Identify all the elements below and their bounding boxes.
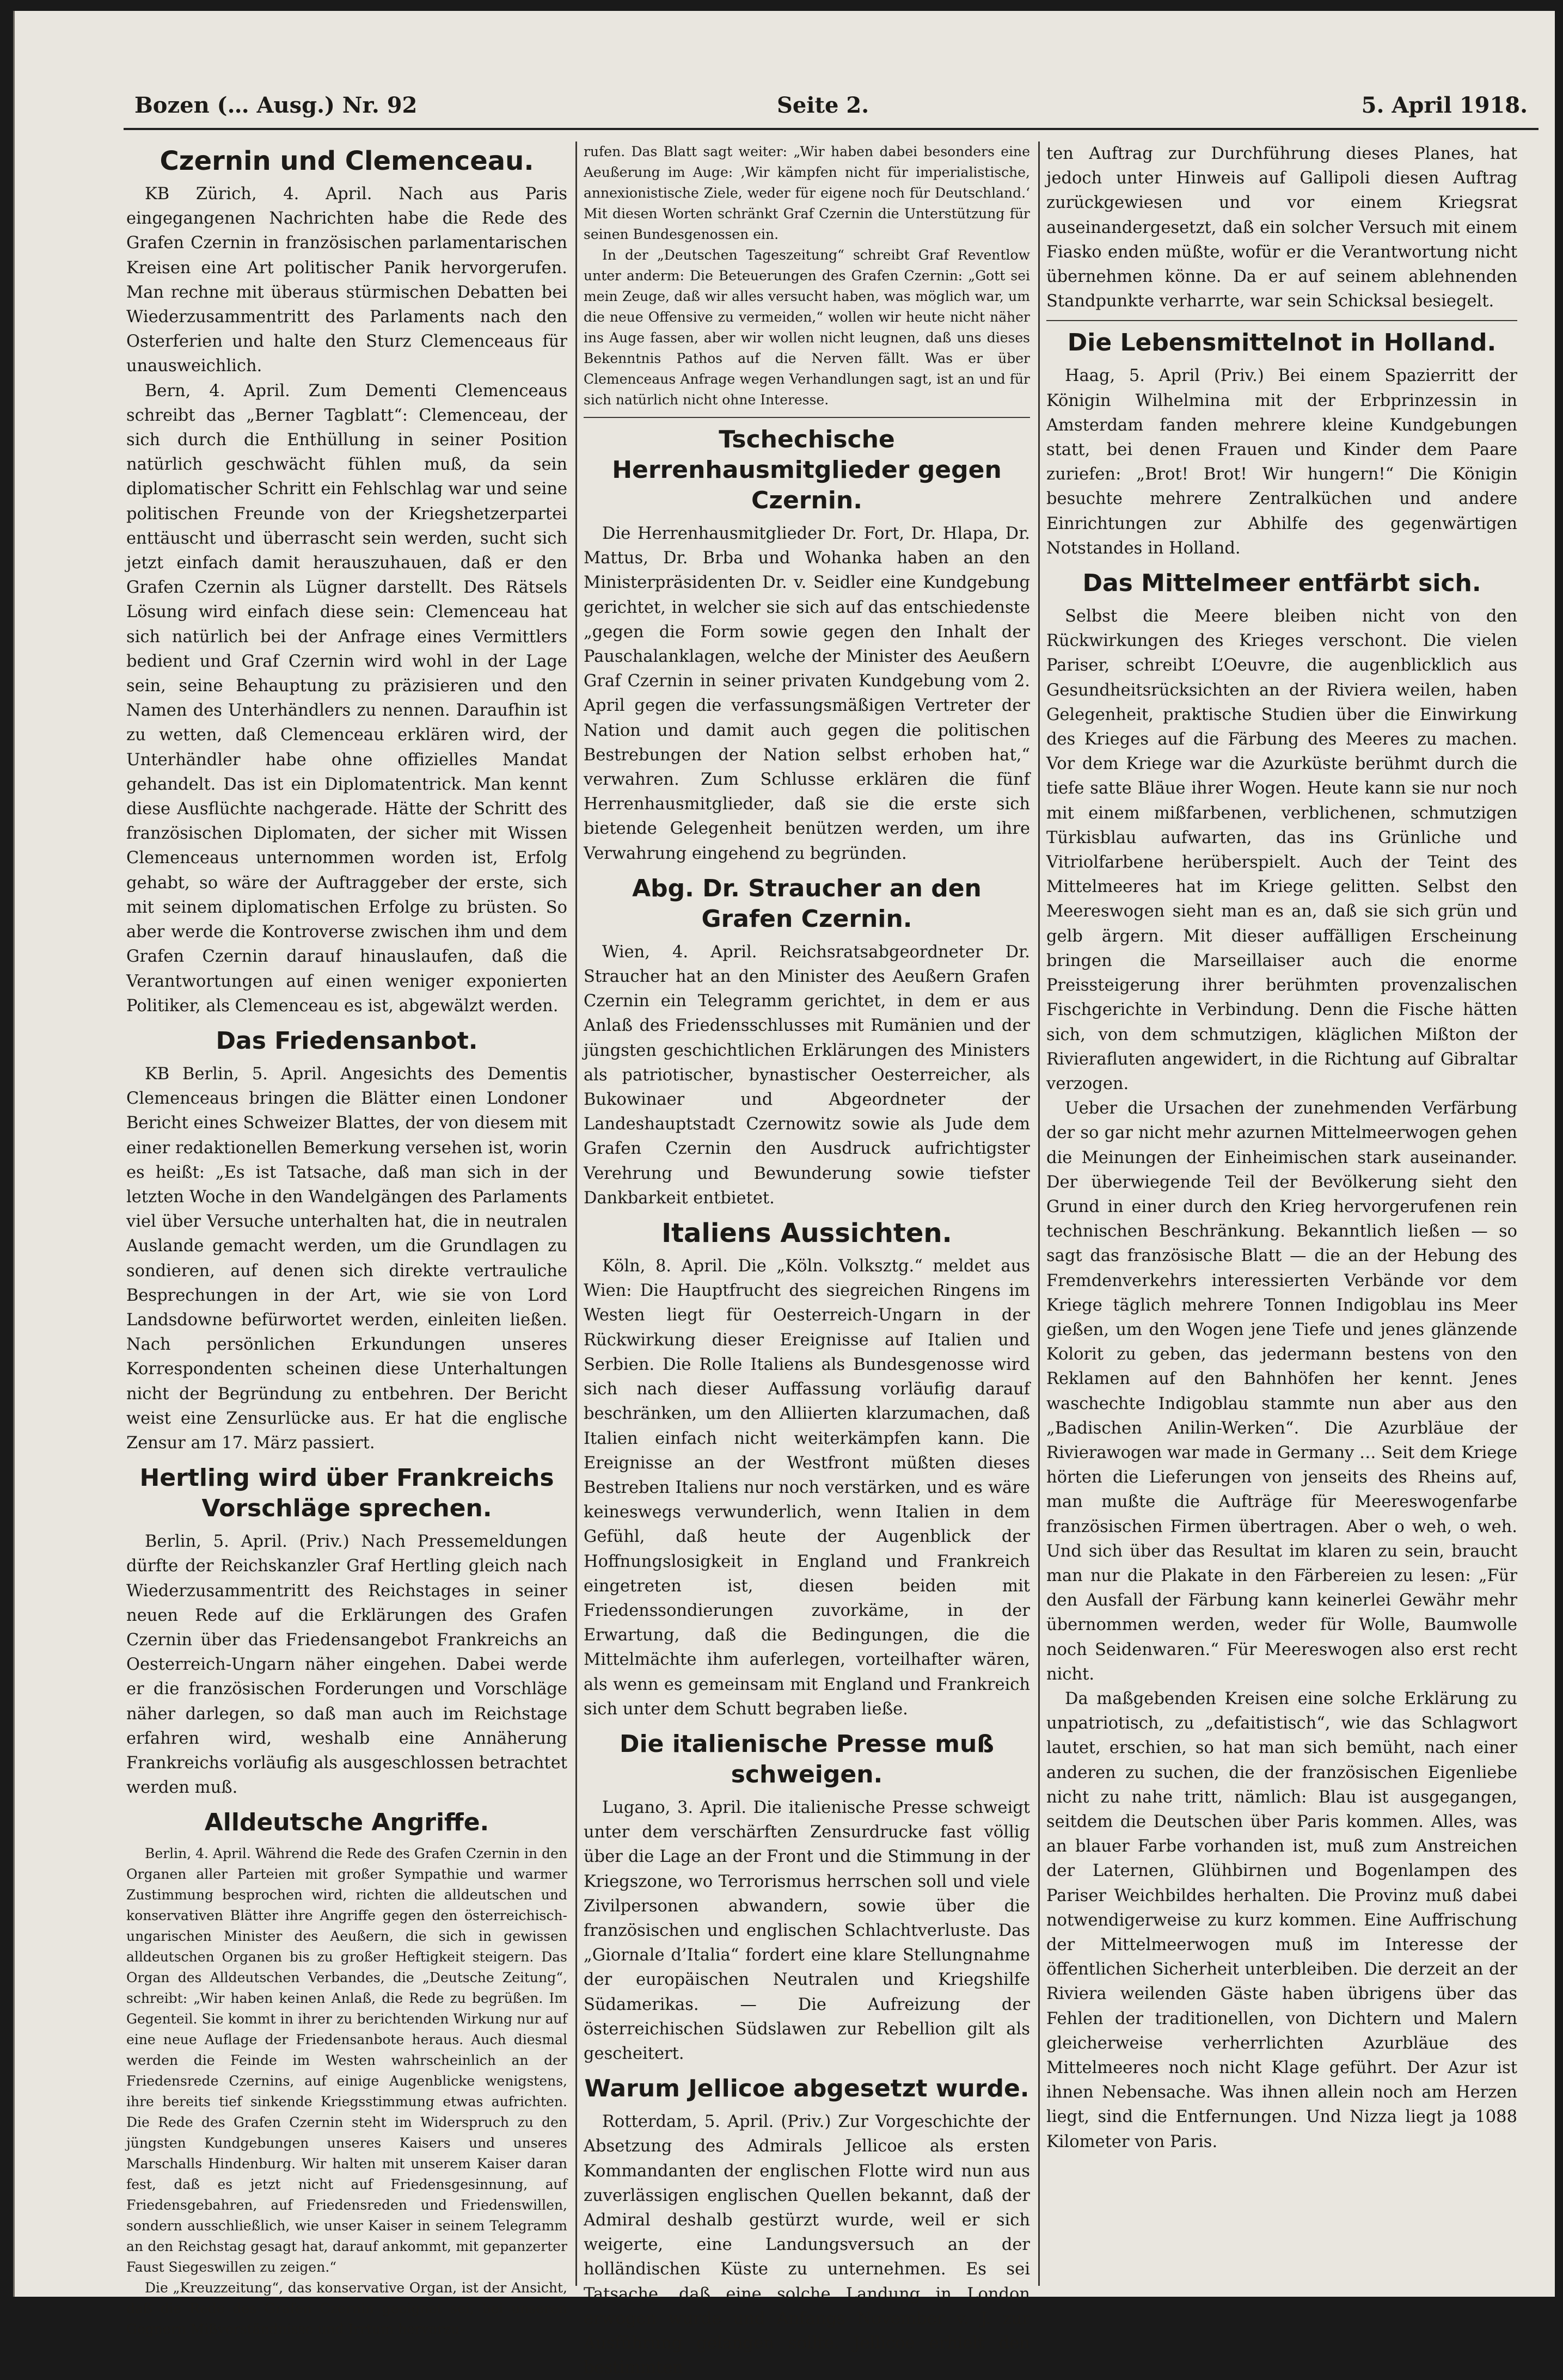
- article-headline: Italiens Aussichten.: [661, 1218, 952, 1249]
- newspaper-page: [13, 11, 1555, 2378]
- article-paragraph: Bern, 4. April. Zum Dementi Clemenceaus schreibt das „Berner Tagblatt“: Clemenceau, der sich durch die Enthüllung in seiner Position natürlich geschwächt fühlen muß, da sein diplomatischer Schritt ein Fehlschlag war und seine politischen Freunde von der Kriegshetzerpartei enttäuscht und überrascht sein werden, sucht sich jetzt einfach damit herauszuhauen, daß er den Grafen Czernin als Lügner darstellt. Des Rätsels Lösung wird einfach diese sein: Clemenceau hat sich natürlich bei der Anfrage eines Vermittlers bedient und Graf Czernin wird wohl in der Lage sein, seine Behauptung zu präzisieren und den Namen des Unterhändlers zu nennen. Daraufhin ist zu wetten, daß Clemenceau erklären wird, der Unterhändler habe ohne offizielles Mandat gehandelt. Das ist ein Diplomatentrick. Man kennt diese Ausflüchte nachgerade. Hätte der Schritt des französischen Diplomaten, der sicher mit Wissen Clemenceaus unternommen worden ist, Erfolg gehabt, so wäre der Auftraggeber der erste, sich mit seinem diplomatischen Erfolge zu brüsten. So aber werde die Kontroverse zwischen ihm und dem Grafen Czernin darauf hinauslaufen, daß die Verantwortungen auf einen weniger exponierten Politiker, als Clemenceau es ist, abgewälzt werden.: [126, 381, 567, 1016]
- article-paragraph: Selbst die Meere bleiben nicht von den Rückwirkungen des Krieges verschont. Die vielen Pariser, schreibt L’Oeuvre, die augenblicklich aus Gesundheitsrücksichten an der Riviera weilen, haben Gelegenheit, praktische Studien über die Einwirkung des Krieges auf die Färbung des Meeres zu machen. Vor dem Kriege war die Azurküste berühmt durch die tiefe satte Bläue ihrer Wogen. Heute kann sie nur noch mit einem mißfarbenen, verblichenen, schmutzigen Türkisblau aufwarten, das ins Grünliche und Vitriolfarbene herüberspielt. Auch der Teint des Mittelmeeres hat im Kriege gelitten. Selbst den Meereswogen sieht man es an, daß sie sich grün und gelb ärgern. Mit dieser auffälligen Erscheinung bringen die Marseillaiser auch die enorme Preissteigerung ihrer berühmten provenzalischen Fischgerichte in Verbindung. Denn die Fische hätten sich, von dem schmutzigen, kläglichen Mißton der Rivierafluten angewidert, in die Richtung auf Gibraltar verzogen.: [1046, 607, 1517, 1093]
- article-continuation: rufen. Das Blatt sagt weiter: „Wir haben dabei besonders eine Aeußerung im Auge: ‚Wir kämpfen nicht für imperialistische, annexionistische Ziele, weder für eigene noch für Deutschland.‘ Mit diesen Worten schränkt Graf Czernin die Unterstützung für seinen Bundesgenossen ein.: [584, 144, 1030, 242]
- article-paragraph: Lugano, 3. April. Die italienische Presse schweigt unter dem verschärften Zensurdrucke fast völlig über die Lage an der Front und die Stimmung in der Kriegszone, wo Terrorismus herrschen soll und viele Zivilpersonen abwandern, sowie über die französischen und englischen Schlachtverluste. Das „Giornale d’Italia“ fordert eine klare Stellungnahme der europäischen Neutralen und Kriegshilfe Südamerikas. — Die Aufreizung der österreichischen Südslawen zur Rebellion gilt als gescheitert.: [584, 1798, 1030, 2063]
- article-paragraph: Berlin, 4. April. Während die Rede des Grafen Czernin in den Organen aller Parteien mit großer Sympathie und warmer Zustimmung besprochen wird, richten die alldeutschen und konservativen Blätter ihre Angriffe gegen den österreichisch-ungarischen Minister des Aeußern, die sich in gewissen alldeutschen Organen bis zu großer Heftigkeit steigern. Das Organ des Alldeutschen Verbandes, die „Deutsche Zeitung“, schreibt: „Wir haben keinen Anlaß, die Rede zu begrüßen. Im Gegenteil. Sie kommt in ihrer zu berichtenden Wirkung nur auf eine neue Auflage der Friedensanbote heraus. Auch diesmal werden die Feinde im Westen wahrscheinlich an der Friedensrede Czernins, auf einige Augenblicke wenigstens, ihre bereits tief sinkende Kriegsstimmung etwas aufrichten. Die Rede des Grafen Czernin steht im Widerspruch zu den jüngsten Kundgebungen unseres Kaisers und unseres Marschalls Hindenburg. Wir halten mit unserem Kaiser daran fest, daß es jetzt nicht auf Friedensgesinnung, auf Friedensgebahren, auf Friedensreden und Friedenswillen, sondern ausschließlich, wie unser Kaiser in seinem Telegramm an den Reichstag gesagt hat, darauf ankommt, mit gepanzerter Faust Siegeswillen zu zeigen.“: [126, 1846, 567, 2276]
- article-jellicoe: [584, 2074, 1030, 2380]
- article-hertling: [126, 1463, 567, 1800]
- column-3: [1046, 142, 1517, 2286]
- article-headline: Die italienische Presse muß schweigen.: [620, 1730, 994, 1788]
- article-alldeutsche: [126, 1807, 567, 2340]
- article-headline: Hertling wird über Frankreichs Vorschläge sprechen.: [139, 1464, 554, 1523]
- article-lebensmittelnot: [1046, 328, 1517, 561]
- article-continuation: In der „Deutschen Tageszeitung“ schreibt Graf Reventlow unter anderm: Die Beteuerungen des Grafen Czernin: „Gott sei mein Zeuge, daß wir alles versucht haben, was möglich war, um die neue Offensive zu vermeiden,“ wollen wir heute nicht näher ins Auge fassen, aber wir wollen nicht leugnen, daß uns dieses Bekenntnis Pathos auf die Nerven fällt. Was er über Clemenceaus Anfrage wegen Verhandlungen sagt, ist an und für sich natürlich nicht ohne Interesse.: [584, 247, 1030, 408]
- article-headline: Das Friedensanbot.: [216, 1026, 478, 1055]
- article-czernin-clemenceau: [126, 146, 567, 1018]
- article-paragraph: Die Herrenhausmitglieder Dr. Fort, Dr. Hlapa, Dr. Mattus, Dr. Brba und Wohanka haben an den Ministerpräsidenten Dr. v. Seidler eine Kundgebung gerichtet, in welcher sie sich auf das entschiedenste „gegen die Form sowie gegen den Inhalt der Pauschalanklagen, welche der Minister des Aeußern Graf Czernin in seiner privaten Kundgebung vom 2. April gegen die verfassungsmäßigen Vertreter der Nation und damit auch gegen die politischen Bestrebungen der Nation selbst erhoben hat,“ verwahren. Zum Schlusse erklären die fünf Herrenhausmitglieder, daß sie die erste sich bietende Gelegenheit benützen werden, um ihre Verwahrung eingehend zu begründen.: [584, 524, 1030, 863]
- article-mittelmeer: [1046, 568, 1517, 2154]
- column-divider-2: [1038, 142, 1040, 2286]
- column-2: [584, 142, 1030, 2378]
- article-paragraph: Wien, 4. April. Reichsratsabgeordneter Dr. Straucher hat an den Minister des Aeußern Grafen Czernin ein Telegramm gerichtet, in dem er aus Anlaß des Friedensschlusses mit Rumänien und der jüngsten geschichtlichen Erklärungen des Ministers als patriotischer, bynastischer Oesterreicher, als Bukowinaer und Abgeordneter der Landeshauptstadt Czernowitz sowie als Jude dem Grafen Czernin den Ausdruck aufrichtigster Verehrung und Bewunderung sowie tiefster Dankbarkeit entbietet.: [584, 942, 1030, 1208]
- article-paragraph: Ueber die Ursachen der zunehmenden Verfärbung der so gar nicht mehr azurnen Mittelmeerwogen gehen die Meinungen der Einheimischen stark auseinander. Der überwiegende Teil der Bevölkerung sieht den Grund in einer durch den Krieg hervorgerufenen rein technischen Beschränkung. Bekanntlich ließen — so sagt das französische Blatt — die an der Hebung des Fremdenverkehrs interessierten Verbände vor dem Kriege täglich mehrere Tonnen Indigoblau ins Meer gießen, um den Wogen jene Tiefe und jenes glänzende Kolorit zu geben, das jedermann bestens von den Reklamen auf den Bahnhöfen her kennt. Jenes waschechte Indigoblau stammte nun aber aus den „Badischen Anilin-Werken“. Die Azurbläue der Rivierawogen war made in Germany … Seit dem Kriege hörten die Lieferungen von jenseits des Rheins auf, man mußte die Aufträge für Meereswogenfarbe französischen Firmen übertragen. Aber o weh, o weh. Und sich über das Resultat im klaren zu sein, braucht man nur die Plakate in den Färbereien zu lesen: „Für den Ausfall der Färbung kann keinerlei Gewähr mehr übernommen werden, weder für Wolle, Baumwolle noch Seidenwaren.“ Für Meereswogen also erst recht nicht.: [1046, 1099, 1517, 1684]
- article-separator: [1046, 320, 1517, 321]
- article-straucher: [584, 874, 1030, 1210]
- article-separator: [584, 417, 1030, 418]
- article-headline: Alldeutsche Angriffe.: [204, 1809, 489, 1837]
- article-paragraph: Köln, 8. April. Die „Köln. Volksztg.“ meldet aus Wien: Die Hauptfrucht des siegreichen Ringens im Westen liegt für Oesterreich-Ungarn in der Rückwirkung dieser Ereignisse auf Italien und Serbien. Die Rolle Italiens als Bundesgenosse wird sich nach dieser Auffassung vorläufig darauf beschränken, um den Alliierten klarzumachen, daß Italien einfach nicht weiterkämpfen kann. Die Ereignisse an der Westfront müßten dieses Bestreben Italiens nur noch verstärken, und es wäre keineswegs verwunderlich, wenn Italien in dem Gefühl, daß heute der Augenblick der Hoffnungslosigkeit in England und Frankreich eingetreten ist, diesen beiden mit Friedenssondierungen zuvorkäme, in der Erwartung, daß die Bedingungen, die die Mittelmächte ihm auferlegen, vorteilhafter wären, als wenn es gemeinsam mit England und Frankreich sich unter dem Schutt begraben ließe.: [584, 1257, 1030, 1719]
- article-continuation: ten Auftrag zur Durchführung dieses Planes, hat jedoch unter Hinweis auf Gallipoli diesen Auftrag zurückgewiesen und vor einem Kriegsrat auseinandergesetzt, daß ein solcher Versuch mit einem Fiasko enden müßte, wofür er die Verantwortung nicht übernehmen könne. Da er auf seinem ablehnenden Standpunkte verharrte, war sein Schicksal besiegelt.: [1046, 144, 1517, 311]
- article-paragraph: Da maßgebenden Kreisen eine solche Erklärung zu unpatriotisch, zu „defaitistisch“, wie das Schlagwort lautet, erschien, so hat man sich bemüht, nach einer anderen zu suchen, die der französischen Eigenliebe nicht zu nahe tritt, nämlich: Blau ist ausgegangen, seitdem die Deutschen über Paris kommen. Alles, was an blauer Farbe vorhanden ist, muß zum Anstreichen der Laternen, Glühbirnen und Bogenlampen des Pariser Weichbildes herhalten. Die Provinz muß dabei notwendigerweise zu kurz kommen. Eine Auffrischung der Mittelmeerwogen muß im Interesse der öffentlichen Sicherheit unterbleiben. Die derzeit an der Riviera weilenden Gäste haben übrigens über das Fehlen der traditionellen, von Dichtern und Malern gleicherweise verherrlichten Azurbläue des Mittelmeeres noch nicht Klage geführt. Der Azur ist ihnen Nebensache. Was ihnen allein noch am Herzen liegt, sind die Entfernungen. Und Nizza liegt ja 1088 Kilometer von Paris.: [1046, 1689, 1517, 2151]
- header-rule: [124, 128, 1539, 130]
- article-paragraph: KB Berlin, 5. April. Angesichts des Dementis Clemenceaus bringen die Blätter einen Londoner Bericht eines Schweizer Blattes, der von diesem mit einer redaktionellen Bemerkung versehen ist, worin es heißt: „Es ist Tatsache, daß man sich in der letzten Woche in den Wandelgängen des Parlaments viel über Versuche unterhalten hat, die in neutralen Auslande gemacht werden, um die Grundlagen zu sondieren, auf denen sich direkte vertrauliche Besprechungen in der Art, wie sie von Lord Landsdowne befürwortet werden, einleiten ließen. Nach persönlichen Erkundungen unseres Korrespondenten scheinen diese Unterhaltungen nicht der Begründung zu entbehren. Der Bericht weist eine Zensurlücke aus. Er hat die englische Zensur am 17. März passiert.: [126, 1064, 567, 1453]
- header-edition: Bozen (… Ausg.) Nr. 92: [134, 93, 418, 118]
- article-italienische-presse: [584, 1729, 1030, 2066]
- article-paragraph: Haag, 5. April (Priv.) Bei einem Spazierritt der Königin Wilhelmina mit der Erbprinzessin in Amsterdam fanden mehrere kleine Kundgebungen statt, bei denen Frauen und Kinder dem Paare zuriefen: „Brot! Brot! Wir hungern!“ Die Königin besuchte mehrere Zentralküchen und andere Einrichtungen zur Abhilfe des gegenwärtigen Notstandes in Holland.: [1046, 366, 1517, 558]
- column-1: [126, 142, 567, 2338]
- article-headline: Die Lebensmittelnot in Holland.: [1067, 329, 1497, 357]
- article-paragraph: KB Zürich, 4. April. Nach aus Paris eingegangenen Nachrichten habe die Rede des Grafen Czernin in französischen parlamentarischen Kreisen eine Art politischer Panik hervorgerufen. Man rechne mit überaus stürmischen Debatten bei Wiederzusammentritt des Parlaments nach den Osterferien und halte den Sturz Clemenceaus für unausweichlich.: [126, 185, 567, 376]
- header-date: 5. April 1918.: [1361, 93, 1528, 118]
- article-tschechische-herrenhaus: [584, 425, 1030, 866]
- article-italiens-aussichten: [584, 1218, 1030, 1721]
- article-friedensanbot: [126, 1026, 567, 1455]
- article-paragraph: Die „Kreuzzeitung“, das konservative Organ, ist der Ansicht, daß die Rede des Grafen Czernin geeignet sei, bei unseren Gegnern Mißverständnisse und Irrtum hervorzu-: [126, 2280, 567, 2338]
- article-headline: Czernin und Clemenceau.: [160, 146, 534, 176]
- article-headline: Das Mittelmeer entfärbt sich.: [1082, 569, 1481, 598]
- column-divider-1: [575, 142, 577, 2286]
- article-paragraph: Rotterdam, 5. April. (Priv.) Zur Vorgeschichte der Absetzung des Admirals Jellicoe als ersten Kommandanten der englischen Flotte wird nun aus zuverlässigen englischen Quellen bekannt, daß der Admiral deshalb gestürzt wurde, weil er sich weigerte, eine Landungsversuch an der holländischen Küste zu unternehmen. Es sei Tatsache, daß eine solche Landung in London erwogen wurde und Anfangs November v. J. zur Ausführung gelangen sollte. Jellicoe erhielt den bestimmten: [584, 2112, 1030, 2378]
- article-headline: Abg. Dr. Straucher an den Grafen Czernin.: [632, 874, 982, 933]
- header-page-number: Seite 2.: [777, 93, 869, 118]
- article-paragraph: Berlin, 5. April. (Priv.) Nach Pressemeldungen dürfte der Reichskanzler Graf Hertling gleich nach Wiederzusammentritt des Reichstages in seiner neuen Rede auf die Erklärungen des Grafen Czernin über das Friedensangebot Frankreichs an Oesterreich-Ungarn näher eingehen. Dabei werde er die französischen Forderungen und Vorschläge näher darlegen, so daß man auch im Reichstage erfahren wird, weshalb eine Annäherung Frankreichs vorläufig als ausgeschlossen betrachtet werden muß.: [126, 1532, 567, 1798]
- article-headline: Tschechische Herrenhausmitglieder gegen Czernin.: [612, 426, 1002, 514]
- article-headline: Warum Jellicoe abgesetzt wurde.: [584, 2075, 1029, 2103]
